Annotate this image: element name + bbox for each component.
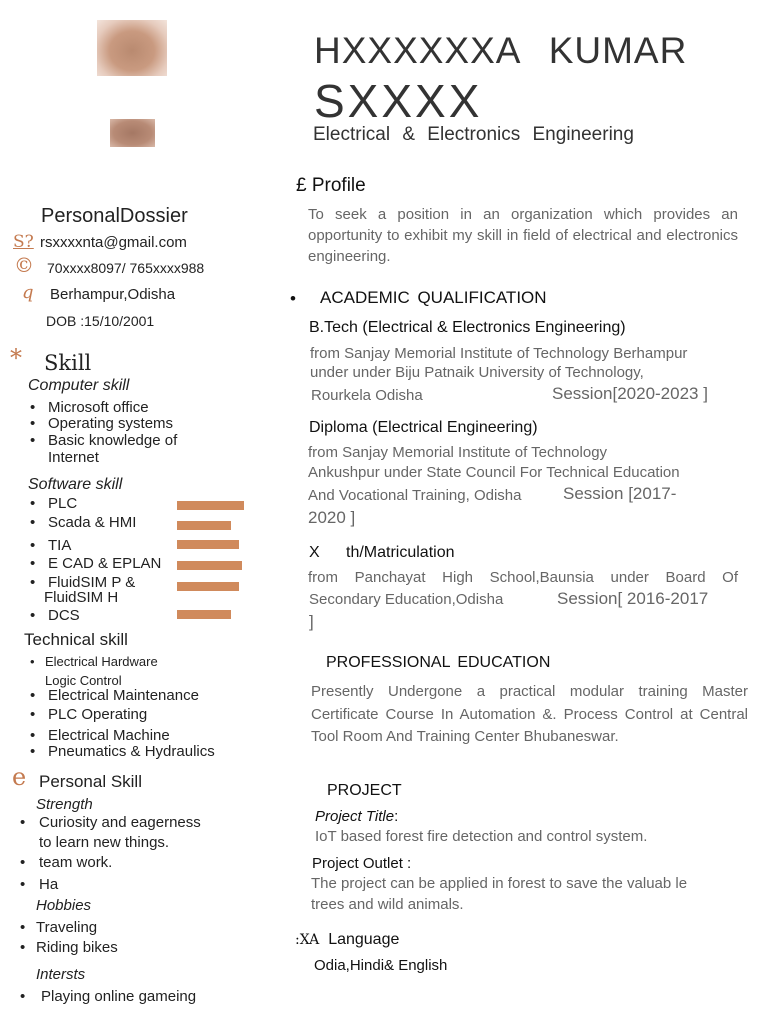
interests-title: Intersts — [36, 966, 86, 983]
list-item: Internet — [48, 449, 99, 466]
list-item: • Riding bikes — [20, 939, 118, 956]
diploma-title: Diploma (Electrical Engineering) — [309, 419, 538, 436]
list-item: Logic Control — [45, 673, 122, 688]
profile-heading: £ Profile — [296, 175, 366, 196]
btech-line-2: under under Biju Patnaik University of Technology, — [310, 364, 644, 381]
technical-skill-title: Technical skill — [24, 630, 128, 649]
list-item: • Operating systems — [30, 415, 174, 432]
list-item: • Scada & HMI — [30, 514, 137, 531]
project-outlet-text: The project can be applied in forest to save the valuab le trees and wild animals. — [311, 875, 688, 913]
matric-line-2: Secondary Education,Odisha — [309, 591, 504, 608]
skill-bar — [177, 501, 244, 510]
phone-icon: © — [14, 253, 34, 277]
btech-line-1: from Sanjay Memorial Institute of Technology Berhampur — [310, 345, 688, 362]
list-item: • Basic knowledge of — [30, 432, 178, 449]
matric-session: Session[ 2016-2017 — [557, 589, 709, 608]
subtitle: Electrical & Electronics Engineering — [313, 124, 634, 145]
list-item: • PLC Operating — [30, 706, 148, 723]
list-item: • team work. — [20, 854, 113, 871]
academic-title: ACADEMIC QUALIFICATION — [320, 288, 547, 307]
list-item: • Playing online gameing — [20, 988, 197, 1005]
name-line-2: SXXXX — [314, 75, 483, 127]
photo-fragment — [110, 119, 155, 147]
computer-skill-title: Computer skill — [28, 377, 130, 394]
personal-skill-icon: e — [12, 763, 27, 791]
location-text: Berhampur,Odisha — [50, 286, 176, 303]
skill-title: Skill — [44, 351, 92, 375]
bullet-icon: • — [290, 289, 296, 308]
list-item: • Electrical Maintenance — [30, 687, 199, 704]
personal-dossier-title: PersonalDossier — [41, 205, 188, 227]
language-icon: :XA — [295, 932, 320, 948]
skill-bar — [177, 540, 239, 549]
skill-bar — [177, 610, 231, 619]
profile-text: To seek a position in an organization which provides an opportunity to exhibit my skill in field of electrical and electronics engineering. — [308, 206, 738, 265]
hobbies-title: Hobbies — [36, 897, 92, 914]
list-item: • FluidSIM P & — [30, 574, 136, 591]
diploma-line-1: from Sanjay Memorial Institute of Technology — [308, 444, 608, 461]
star-icon: * — [10, 344, 22, 372]
personal-skill-title: Personal Skill — [39, 772, 142, 791]
phone-text: 70xxxx8097/ 765xxxx988 — [47, 260, 205, 276]
skill-bar — [177, 582, 239, 591]
project-outlet-label: Project Outlet : — [312, 855, 412, 872]
btech-title: B.Tech (Electrical & Electronics Engineering) — [309, 319, 626, 336]
skill-bar — [177, 521, 231, 530]
project-title: PROJECT — [327, 782, 402, 799]
btech-line-3: Rourkela Odisha — [311, 387, 423, 404]
list-item: • Electrical Machine — [30, 727, 170, 744]
diploma-line-3: And Vocational Training, Odisha — [308, 487, 522, 504]
list-item: • TIA — [30, 537, 72, 554]
list-item: • Ha — [20, 876, 59, 893]
list-item: • Curiosity and eagerness — [20, 814, 201, 831]
list-item: to learn new things. — [39, 834, 170, 851]
strength-title: Strength — [36, 796, 93, 813]
email-text: rsxxxxnta@gmail.com — [40, 234, 187, 251]
project-title-label: Project Title: — [315, 808, 399, 825]
email-icon: S? — [13, 232, 34, 252]
diploma-session-end: 2020 ] — [308, 508, 356, 527]
professional-text: Presently Undergone a practical modular training Master Certificate Course In Automation &. Process Control at Central Tool Room And Training Center Bhubaneswar. — [311, 683, 748, 745]
language-heading: :XA Language — [295, 931, 400, 948]
matric-x: X — [309, 544, 320, 561]
list-item: • Electrical Hardware — [30, 654, 158, 669]
list-item: • Microsoft office — [30, 399, 149, 416]
profile-photo — [97, 20, 167, 76]
matric-session-end: ] — [309, 612, 314, 631]
name-line-1: HXXXXXXA KUMAR — [314, 30, 688, 71]
dob-text: DOB :15/10/2001 — [46, 313, 155, 329]
list-item: FluidSIM H — [44, 589, 119, 606]
location-icon: q — [22, 282, 34, 303]
btech-session: Session[2020-2023 ] — [552, 384, 708, 403]
list-item: • DCS — [30, 607, 80, 624]
project-title-value: IoT based forest fire detection and control system. — [315, 828, 648, 845]
matric-line-1: from Panchayat High School,Baunsia under Board Of — [308, 569, 738, 586]
diploma-line-2: Ankushpur under State Council For Technical Education — [308, 464, 680, 481]
diploma-session: Session [2017- — [563, 484, 677, 503]
skill-bar — [177, 561, 242, 570]
software-skill-title: Software skill — [28, 476, 123, 493]
list-item: • Pneumatics & Hydraulics — [30, 743, 215, 760]
list-item: • PLC — [30, 495, 78, 512]
matric-title: th/Matriculation — [346, 544, 455, 561]
list-item: • E CAD & EPLAN — [30, 555, 162, 572]
language-value: Odia,Hindi& English — [314, 957, 448, 974]
professional-title: PROFESSIONAL EDUCATION — [326, 654, 551, 671]
list-item: • Traveling — [20, 919, 98, 936]
pound-icon: £ — [296, 175, 307, 196]
